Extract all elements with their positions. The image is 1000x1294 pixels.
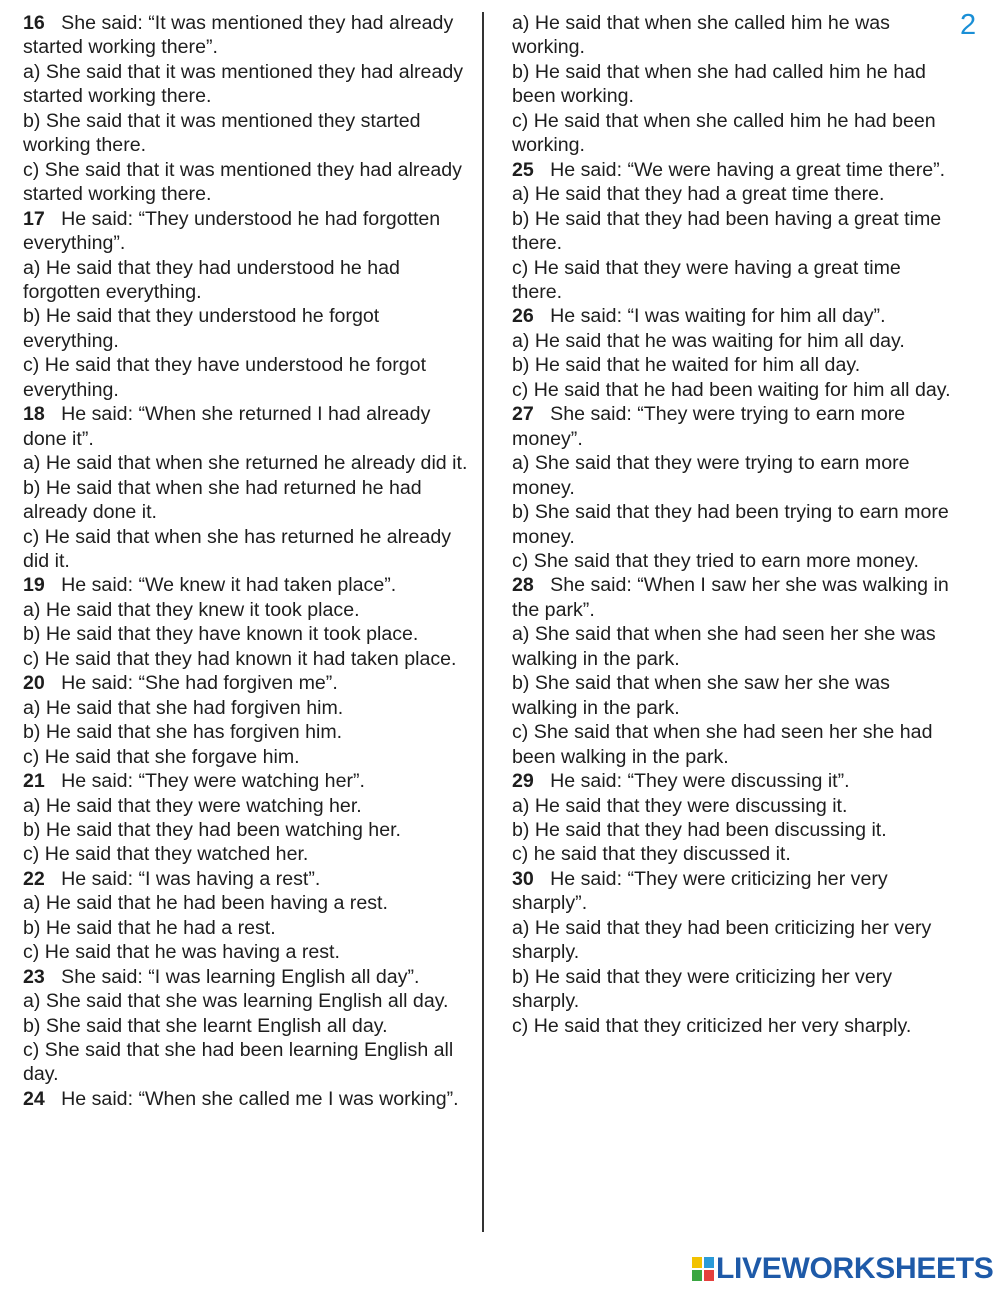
question-prompt	[512, 304, 952, 328]
question-block	[23, 965, 473, 1087]
question-text: He said: “We were having a great time there”.	[550, 158, 946, 181]
answer-option[interactable]: b) He said that they had been watching her.	[23, 818, 401, 841]
question-text: He said: “I was having a rest”.	[61, 867, 321, 890]
question-block	[23, 402, 473, 573]
answer-option[interactable]: c) He said that they criticized her very sharply.	[512, 1014, 912, 1037]
question-prompt	[512, 158, 952, 182]
answer-option[interactable]: a) She said that they were trying to earn more money.	[512, 452, 910, 499]
question-number: 19	[23, 574, 45, 597]
question-block	[23, 207, 473, 403]
question-number: 27	[512, 403, 534, 426]
answer-option[interactable]: a) She said that it was mentioned they had already started working there.	[23, 60, 464, 108]
question-block	[23, 573, 473, 671]
answer-option[interactable]: c) he said that they discussed it.	[512, 843, 791, 866]
question-block	[512, 402, 952, 573]
answer-option[interactable]: a) He said that she had forgiven him.	[23, 696, 344, 719]
question-text: He said: “I was waiting for him all day”.	[550, 305, 886, 328]
answer-option[interactable]: c) She said that when she had seen her she had been walking in the park.	[512, 721, 933, 768]
question-number: 24	[23, 1087, 45, 1110]
answer-option[interactable]: b) He said that they have known it took place.	[23, 623, 419, 646]
right-column	[512, 11, 952, 1038]
answer-option[interactable]: a) He said that when she returned he already did it.	[23, 452, 468, 475]
question-block	[512, 304, 952, 402]
question-text: He said: “When she called me I was working”.	[61, 1087, 459, 1110]
question-prompt	[512, 573, 952, 622]
question-prompt	[23, 671, 473, 695]
answer-option[interactable]: a) He said that he was waiting for him all day.	[512, 329, 905, 352]
question-text: He said: “They understood he had forgotten everything”.	[23, 207, 441, 255]
question-block	[23, 769, 473, 867]
answer-option[interactable]: a) He said that they had understood he had forgotten everything.	[23, 256, 400, 303]
answer-option[interactable]: b) She said that she learnt English all day.	[23, 1014, 388, 1037]
question-prompt	[512, 402, 952, 451]
question-block	[23, 867, 473, 965]
question-prompt	[512, 769, 952, 793]
answer-option[interactable]: a) He said that they had a great time there.	[512, 183, 885, 206]
question-text: He said: “She had forgiven me”.	[61, 672, 338, 695]
answer-option[interactable]: b) He said that they had been having a great time there.	[512, 207, 942, 255]
answer-option[interactable]: c) He said that he was having a rest.	[23, 941, 340, 964]
question-number: 17	[23, 207, 45, 230]
question-number: 25	[512, 158, 534, 181]
answer-option[interactable]: a) He said that they had been criticizing her very sharply.	[512, 916, 932, 964]
question-block	[512, 11, 952, 158]
answer-option[interactable]: c) He said that when she called him he had been working.	[512, 109, 936, 157]
question-prompt	[512, 867, 952, 916]
page-number: 2	[960, 9, 977, 41]
answer-option[interactable]: c) She said that she had been learning English all day.	[23, 1039, 454, 1086]
question-block	[512, 867, 952, 1038]
answer-option[interactable]: b) He said that they had been discussing it.	[512, 818, 887, 841]
question-number: 26	[512, 305, 534, 328]
question-number: 30	[512, 867, 534, 890]
answer-option[interactable]: c) He said that they had known it had taken place.	[23, 647, 457, 670]
answer-option[interactable]: a) He said that he had been having a rest.	[23, 892, 388, 915]
answer-option[interactable]: c) He said that when she has returned he already did it.	[23, 525, 452, 572]
question-text: He said: “They were discussing it”.	[550, 770, 850, 793]
answer-option[interactable]: c) He said that they watched her.	[23, 843, 309, 866]
answer-option[interactable]: a) He said that they were watching her.	[23, 794, 362, 817]
answer-option[interactable]: b) She said that when she saw her she was walking in the park.	[512, 672, 890, 719]
question-prompt	[23, 207, 473, 256]
answer-option[interactable]: c) He said that they were having a great time there.	[512, 256, 901, 303]
answer-option[interactable]: a) He said that they knew it took place.	[23, 598, 360, 621]
question-number: 20	[23, 672, 45, 695]
liveworksheets-logo-icon	[692, 1257, 714, 1281]
answer-option[interactable]: c) She said that they tried to earn more money.	[512, 549, 919, 572]
column-divider	[482, 12, 484, 1232]
answer-option[interactable]: b) He said that they were criticizing her very sharply.	[512, 965, 893, 1013]
answer-option[interactable]: a) She said that when she had seen her she was walking in the park.	[512, 623, 936, 670]
answer-option[interactable]: b) He said that she has forgiven him.	[23, 721, 343, 744]
question-text: He said: “We knew it had taken place”.	[61, 574, 397, 597]
question-prompt	[23, 867, 473, 891]
answer-option[interactable]: a) She said that she was learning English all day.	[23, 990, 449, 1013]
question-number: 22	[23, 867, 45, 890]
question-prompt	[23, 965, 473, 989]
liveworksheets-logo	[692, 1253, 994, 1285]
question-prompt	[23, 769, 473, 793]
question-prompt	[23, 11, 473, 60]
question-number: 28	[512, 574, 534, 597]
question-block	[23, 671, 473, 769]
answer-option[interactable]: b) He said that they understood he forgot everything.	[23, 305, 380, 352]
question-text: She said: “I was learning English all day”.	[61, 965, 420, 988]
answer-option[interactable]: b) He said that when she had called him he had been working.	[512, 60, 926, 108]
answer-option[interactable]: b) He said that when she had returned he had already done it.	[23, 476, 422, 524]
question-text: He said: “When she returned I had already done it”.	[23, 403, 431, 450]
question-text: She said: “It was mentioned they had already started working there”.	[23, 12, 454, 59]
answer-option[interactable]: b) He said that he waited for him all day.	[512, 354, 861, 377]
question-prompt	[23, 402, 473, 451]
answer-option[interactable]: b) She said that it was mentioned they started working there.	[23, 109, 421, 157]
logo-text: LIVEWORKSHEETS	[716, 1252, 994, 1285]
question-text: He said: “They were watching her”.	[61, 770, 365, 793]
left-column	[23, 11, 473, 1111]
question-block	[512, 158, 952, 305]
answer-option[interactable]: c) He said that he had been waiting for him all day.	[512, 378, 951, 401]
question-text: She said: “They were trying to earn more money”.	[512, 403, 906, 450]
question-number: 21	[23, 770, 45, 793]
answer-option[interactable]: c) He said that they have understood he forgot everything.	[23, 354, 427, 401]
answer-option[interactable]: c) He said that she forgave him.	[23, 745, 300, 768]
question-block	[512, 573, 952, 769]
question-text: He said: “They were criticizing her very sharply”.	[512, 867, 888, 915]
answer-option[interactable]: b) She said that they had been trying to earn more money.	[512, 501, 949, 548]
question-prompt	[23, 1087, 473, 1111]
question-number: 16	[23, 12, 45, 34]
answer-option[interactable]: a) He said that when she called him he was working.	[512, 12, 890, 59]
question-prompt	[23, 573, 473, 597]
question-number: 18	[23, 403, 45, 426]
question-number: 29	[512, 770, 534, 793]
question-block	[23, 11, 473, 207]
question-block	[512, 769, 952, 867]
question-number: 23	[23, 965, 45, 988]
answer-option[interactable]: a) He said that they were discussing it.	[512, 794, 848, 817]
answer-option[interactable]: c) She said that it was mentioned they had already started working there.	[23, 158, 462, 206]
question-block	[23, 1087, 473, 1111]
question-text: She said: “When I saw her she was walking in the park”.	[512, 574, 949, 621]
answer-option[interactable]: b) He said that he had a rest.	[23, 916, 276, 939]
